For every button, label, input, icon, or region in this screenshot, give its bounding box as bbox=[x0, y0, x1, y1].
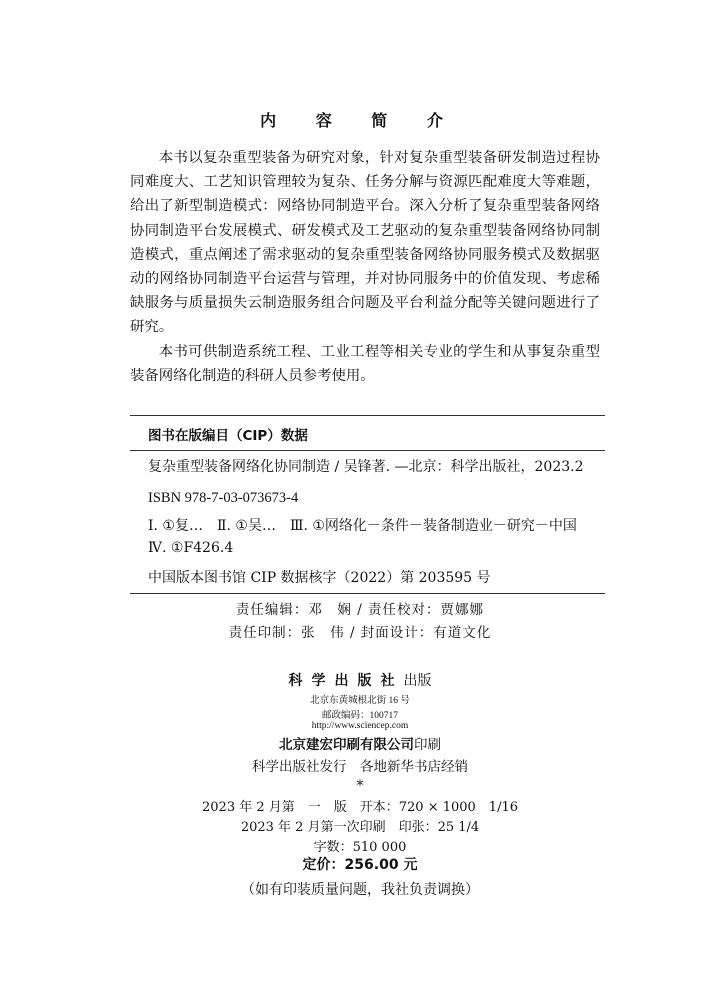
cip-description: 复杂重型装备网络化协同制造 / 吴锋著. —北京：科学出版社，2023.2 bbox=[148, 459, 584, 475]
cip-classification: Ⅰ. ①复… Ⅱ. ①吴… Ⅲ. ①网络化－条件－装备制造业－研究－中国 Ⅳ. ①F426.4 bbox=[148, 518, 591, 556]
publisher-suffix: 出版 bbox=[403, 673, 432, 689]
summary-paragraph-2: 本书可供制造系统工程、工业工程等相关专业的学生和从事复杂重型装备网络化制造的科研人员参考使用。 bbox=[130, 343, 600, 384]
printer-suffix: 印刷 bbox=[414, 737, 441, 753]
cip-heading: 图书在版编目（CIP）数据 bbox=[148, 428, 308, 444]
summary-section bbox=[130, 146, 600, 388]
summary-paragraph-1: 本书以复杂重型装备为研究对象，针对复杂重型装备研发制造过程协同难度大、工艺知识管理较为复杂、任务分解与资源匹配难度大等难题，给出了新型制造模式：网络协同制造平台。深入分析了复杂重型装备网络协同制造平台发展模式、研发模式及工艺驱动的复杂重型装备网络协同制造模式，重点阐述了需求驱动的复杂重型装备网络协同服务模式及数据驱动的网络协同制造平台运营与管理，并对协同服务中的价值发现、考虑稀缺服务与质量损失云制造服务组合问题及平台利益分配等关键问题进行了研究。 bbox=[130, 150, 600, 336]
cip-heading-divider bbox=[130, 450, 605, 451]
cip-isbn: ISBN 978-7-03-073673-4 bbox=[148, 490, 299, 506]
publisher-url: http://www.sciencep.com bbox=[311, 721, 409, 731]
edition-line-1: 2023 年 2 月第 一 版 开本：720 × 1000 1/16 bbox=[202, 800, 518, 815]
printer-name: 北京建宏印刷有限公司 bbox=[279, 737, 414, 753]
printer-line bbox=[0, 733, 720, 753]
edition-line-2: 2023 年 2 月第一次印刷 印张：25 1/4 bbox=[240, 820, 480, 835]
credits-line-1: 责任编辑：邓 娴 / 责任校对：贾娜娜 bbox=[235, 602, 485, 618]
price: 定价：256.00 元 bbox=[302, 857, 418, 873]
distribution-line: 科学出版社发行 各地新华书店经销 bbox=[252, 759, 468, 775]
publisher-postcode: 邮政编码：100717 bbox=[321, 711, 398, 721]
publisher-name: 科学出版社 bbox=[288, 673, 404, 689]
quality-note: （如有印装质量问题，我社负责调换） bbox=[241, 882, 479, 898]
cip-top-divider bbox=[130, 415, 605, 416]
word-count: 字数：510 000 bbox=[313, 840, 407, 855]
publisher-address: 北京东黄城根北街 16 号 bbox=[310, 696, 410, 706]
cip-bottom-divider bbox=[130, 593, 605, 594]
credits-line-2: 责任印制：张 伟 / 封面设计：有道文化 bbox=[228, 625, 492, 641]
cip-record-number: 中国版本图书馆 CIP 数据核字（2022）第 203595 号 bbox=[148, 570, 491, 586]
star-separator: * bbox=[356, 778, 364, 794]
page-title: 内 容 简 介 bbox=[260, 111, 460, 130]
publisher-line bbox=[0, 670, 720, 690]
